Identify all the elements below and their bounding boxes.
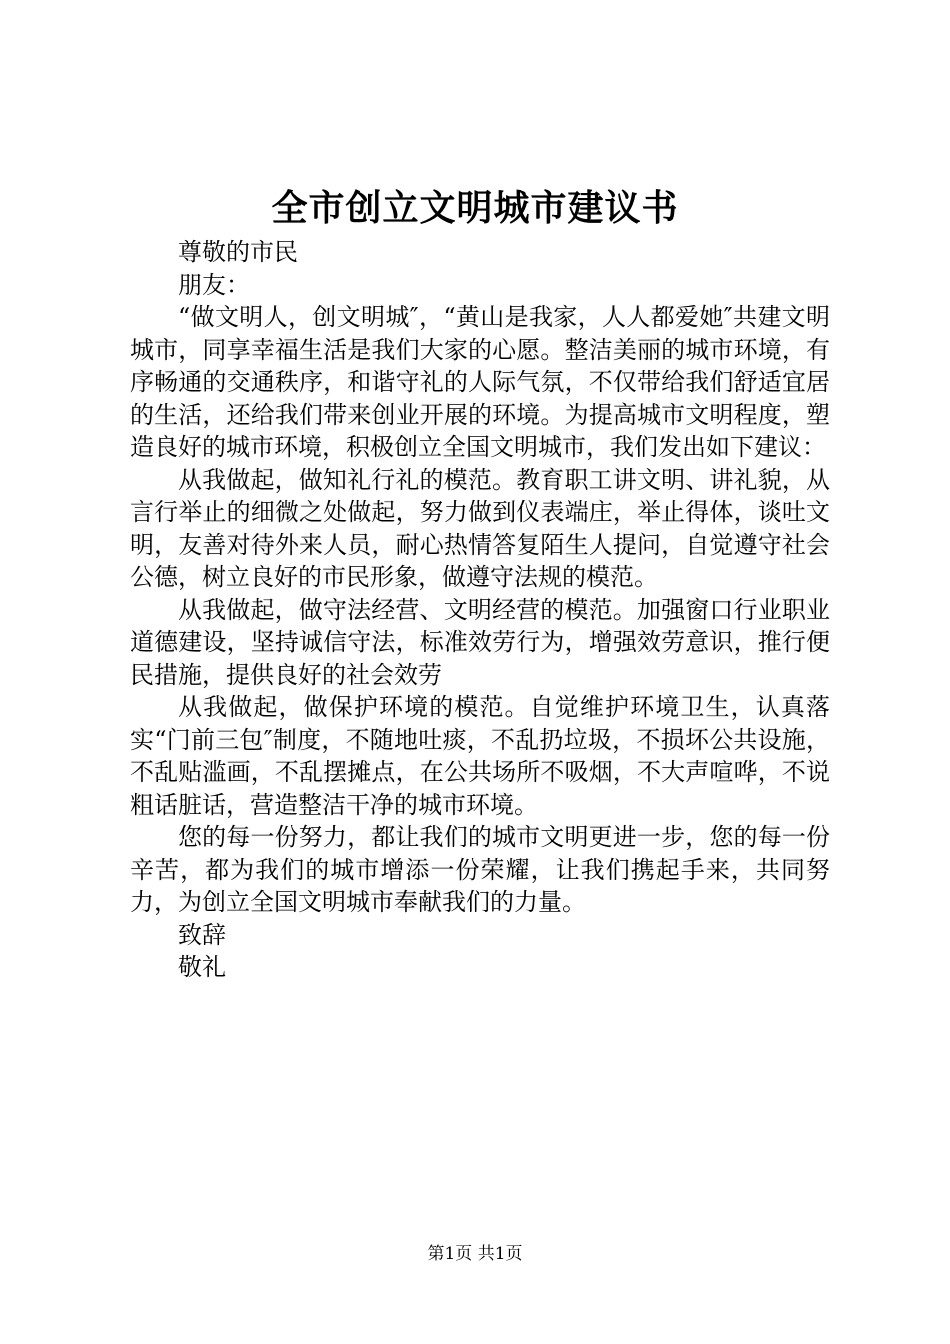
paragraph-environment: 从我做起，做保护环境的模范。自觉维护环境卫生，认真落实“门前三包″制度，不随地吐痰，不乱扔垃圾，不损坏公共设施，不乱贴滥画，不乱摆摊点，在公共场所不吸烟，不大声喧哗，不说粗话脏话，营造整洁干净的城市环境。 bbox=[130, 693, 830, 819]
closing-line-2: 敬礼 bbox=[178, 953, 226, 981]
paragraph-intro: “做文明人，创文明城″，“黄山是我家，人人都爱她″共建文明城市，同享幸福生活是我们大家的心愿。整洁美丽的城市环境，有序畅通的交通秩序，和谐守礼的人际气氛，不仅带给我们舒适宜居的生活，还给我们带来创业开展的环境。为提高城市文明程度，塑造良好的城市环境，积极创立全国文明城市，我们发出如下建议： bbox=[130, 303, 830, 461]
salutation-line-2: 朋友： bbox=[178, 270, 250, 299]
paragraph-etiquette: 从我做起，做知礼行礼的模范。教育职工讲文明、讲礼貌，从言行举止的细微之处做起，努力做到仪表端庄，举止得体，谈吐文明，友善对待外来人员，耐心热情答复陌生人提问，自觉遵守社会公德，树立良好的市民形象，做遵守法规的模范。 bbox=[130, 465, 830, 591]
paragraph-business: 从我做起，做守法经营、文明经营的模范。加强窗口行业职业道德建设，坚持诚信守法，标准效劳行为，增强效劳意识，推行便民措施，提供良好的社会效劳 bbox=[130, 595, 830, 689]
page-number-footer: 第1页 共1页 bbox=[427, 1244, 523, 1264]
paragraph-conclusion: 您的每一份努力，都让我们的城市文明更进一步，您的每一份辛苦，都为我们的城市增添一份荣耀，让我们携起手来，共同努力，为创立全国文明城市奉献我们的力量。 bbox=[130, 823, 830, 916]
document-title: 全市创立文明城市建议书 bbox=[271, 187, 679, 229]
document-body bbox=[130, 236, 830, 984]
salutation-line-1: 尊敬的市民 bbox=[178, 238, 298, 266]
closing-line-1: 致辞 bbox=[178, 920, 226, 949]
